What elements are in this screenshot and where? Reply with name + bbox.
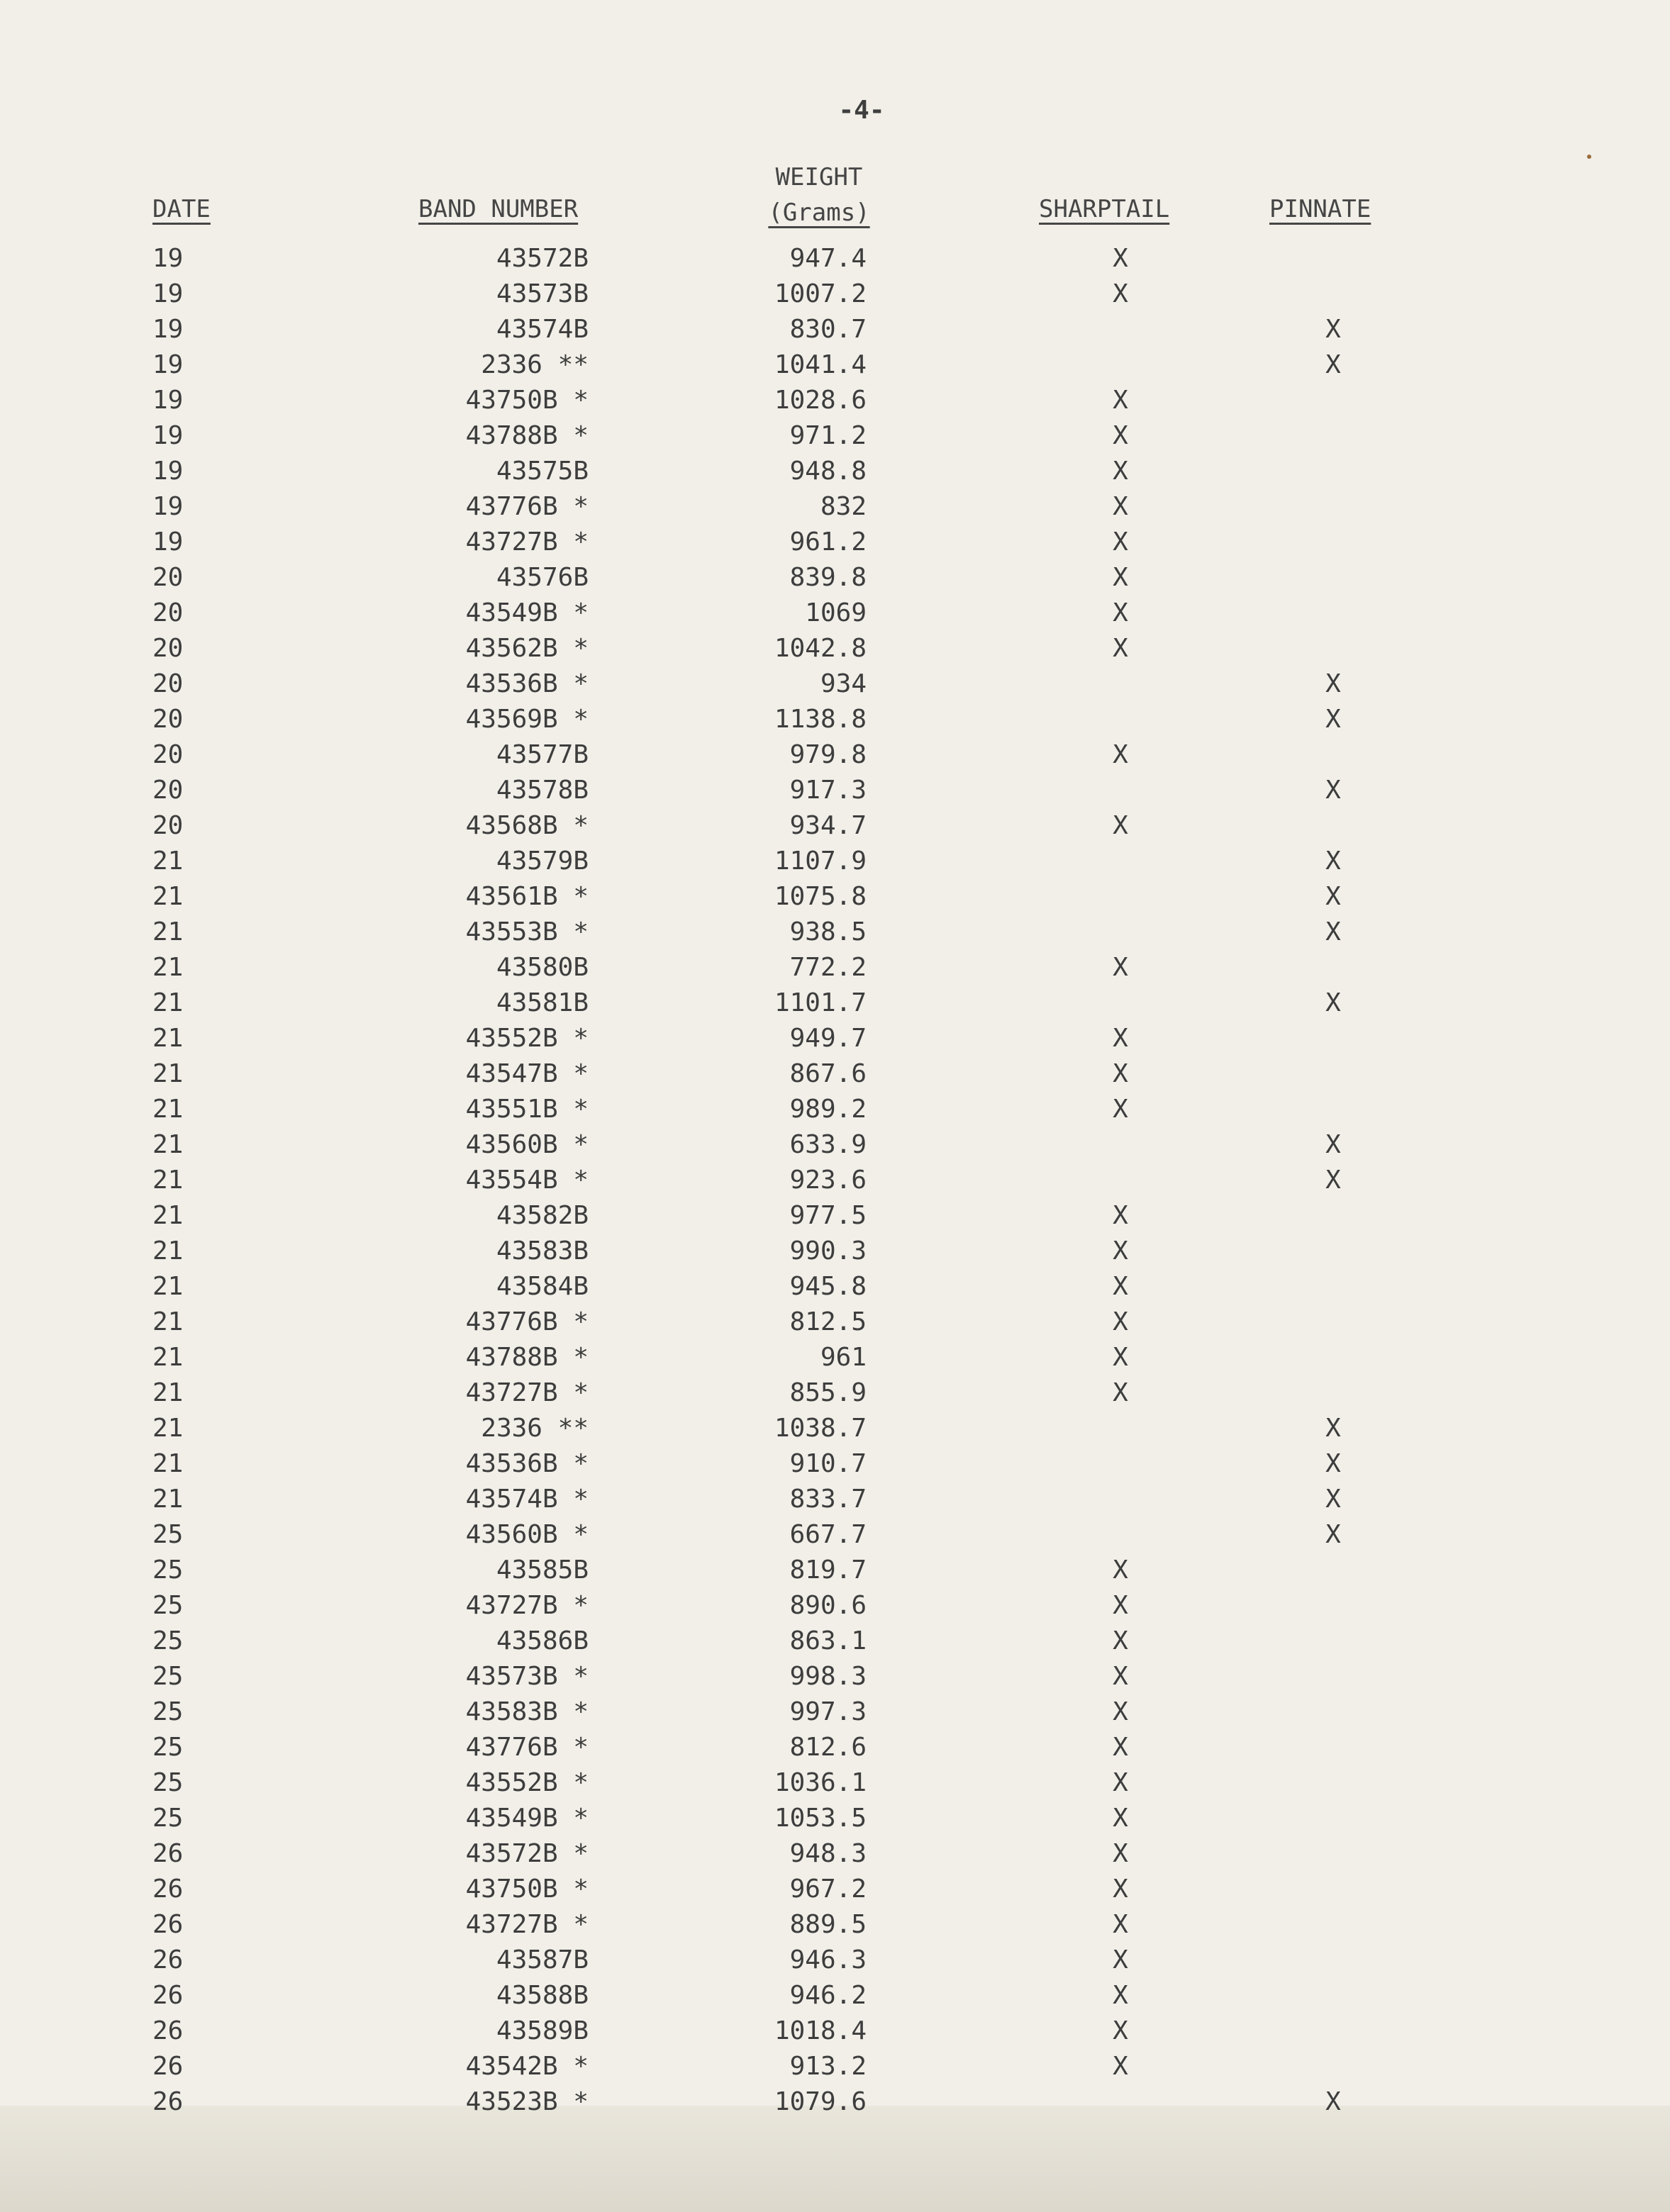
cell-band-number: 43573B xyxy=(496,279,589,308)
cell-date: 21 xyxy=(152,1485,184,1514)
table-row xyxy=(0,1163,1670,1198)
cell-pinnate-mark: X xyxy=(1325,350,1341,379)
cell-weight: 839.8 xyxy=(789,563,867,592)
cell-weight: 819.7 xyxy=(789,1555,867,1585)
cell-date: 21 xyxy=(152,882,184,911)
cell-weight: 989.2 xyxy=(789,1095,867,1124)
cell-sharptail-mark: X xyxy=(1113,527,1128,557)
cell-weight: 990.3 xyxy=(789,1236,867,1266)
table-row xyxy=(0,737,1670,773)
table-row xyxy=(0,276,1670,312)
cell-band-number: 43554B * xyxy=(465,1166,589,1195)
cell-sharptail-mark: X xyxy=(1113,1591,1128,1620)
table-row xyxy=(0,1978,1670,2013)
column-header-weight-line2: (Grams) xyxy=(768,199,870,227)
cell-weight: 1028.6 xyxy=(774,386,867,415)
cell-weight: 938.5 xyxy=(789,917,867,946)
table-row xyxy=(0,1801,1670,1836)
cell-date: 21 xyxy=(152,1414,184,1443)
cell-weight: 830.7 xyxy=(789,315,867,344)
cell-sharptail-mark: X xyxy=(1113,1662,1128,1691)
table-row xyxy=(0,1482,1670,1517)
cell-date: 26 xyxy=(152,2052,184,2081)
cell-band-number: 43583B xyxy=(496,1236,589,1266)
cell-pinnate-mark: X xyxy=(1325,1166,1341,1195)
cell-date: 21 xyxy=(152,1236,184,1266)
cell-sharptail-mark: X xyxy=(1113,563,1128,592)
table-row xyxy=(0,383,1670,418)
table-row xyxy=(0,2013,1670,2049)
column-header-weight xyxy=(752,160,886,230)
cell-weight: 910.7 xyxy=(789,1449,867,1478)
cell-weight: 948.3 xyxy=(789,1839,867,1868)
cell-date: 21 xyxy=(152,917,184,946)
cell-sharptail-mark: X xyxy=(1113,1768,1128,1797)
table-row xyxy=(0,1234,1670,1269)
cell-weight: 667.7 xyxy=(789,1520,867,1549)
cell-sharptail-mark: X xyxy=(1113,1236,1128,1266)
table-row xyxy=(0,1517,1670,1553)
cell-band-number: 43560B * xyxy=(465,1520,589,1549)
cell-sharptail-mark: X xyxy=(1113,1945,1128,1974)
cell-pinnate-mark: X xyxy=(1325,988,1341,1017)
cell-date: 25 xyxy=(152,1733,184,1762)
cell-weight: 889.5 xyxy=(789,1910,867,1939)
cell-date: 26 xyxy=(152,2016,184,2045)
cell-band-number: 43523B * xyxy=(465,2087,589,2116)
cell-sharptail-mark: X xyxy=(1113,1024,1128,1053)
cell-band-number: 43560B * xyxy=(465,1130,589,1159)
cell-band-number: 43776B * xyxy=(465,1733,589,1762)
column-header-band-number xyxy=(418,195,578,223)
cell-date: 21 xyxy=(152,1449,184,1478)
cell-date: 26 xyxy=(152,1945,184,1974)
cell-weight: 812.6 xyxy=(789,1733,867,1762)
cell-sharptail-mark: X xyxy=(1113,634,1128,663)
cell-date: 19 xyxy=(152,350,184,379)
table-row xyxy=(0,1056,1670,1092)
cell-date: 25 xyxy=(152,1662,184,1691)
cell-band-number: 43536B * xyxy=(465,669,589,698)
cell-weight: 961 xyxy=(820,1343,867,1372)
cell-band-number: 43727B * xyxy=(465,1910,589,1939)
cell-weight: 979.8 xyxy=(789,740,867,769)
column-header-date-label: DATE xyxy=(152,195,211,223)
cell-date: 20 xyxy=(152,669,184,698)
cell-weight: 998.3 xyxy=(789,1662,867,1691)
table-row xyxy=(0,525,1670,560)
page-number: -4- xyxy=(838,96,885,125)
cell-pinnate-mark: X xyxy=(1325,2087,1341,2116)
table-row xyxy=(0,1872,1670,1907)
cell-pinnate-mark: X xyxy=(1325,1414,1341,1443)
cell-weight: 917.3 xyxy=(789,776,867,805)
table-row xyxy=(0,915,1670,950)
cell-date: 20 xyxy=(152,563,184,592)
cell-pinnate-mark: X xyxy=(1325,669,1341,698)
cell-date: 20 xyxy=(152,705,184,734)
cell-band-number: 43578B xyxy=(496,776,589,805)
cell-date: 19 xyxy=(152,279,184,308)
cell-date: 21 xyxy=(152,1130,184,1159)
cell-weight: 961.2 xyxy=(789,527,867,557)
cell-band-number: 43551B * xyxy=(465,1095,589,1124)
column-header-sharptail-label: SHARPTAIL xyxy=(1039,195,1170,223)
cell-weight: 948.8 xyxy=(789,457,867,486)
cell-sharptail-mark: X xyxy=(1113,1201,1128,1230)
table-row xyxy=(0,1553,1670,1588)
table-row xyxy=(0,666,1670,702)
cell-band-number: 43536B * xyxy=(465,1449,589,1478)
cell-weight: 949.7 xyxy=(789,1024,867,1053)
cell-date: 21 xyxy=(152,1201,184,1230)
table-row xyxy=(0,631,1670,666)
table-row xyxy=(0,454,1670,489)
cell-sharptail-mark: X xyxy=(1113,1910,1128,1939)
cell-weight: 934 xyxy=(820,669,867,698)
table-row xyxy=(0,1305,1670,1340)
cell-sharptail-mark: X xyxy=(1113,598,1128,627)
cell-pinnate-mark: X xyxy=(1325,882,1341,911)
cell-weight: 946.2 xyxy=(789,1981,867,2010)
cell-weight: 967.2 xyxy=(789,1875,867,1904)
cell-date: 26 xyxy=(152,1875,184,1904)
column-header-band-number-label: BAND NUMBER xyxy=(418,195,579,223)
cell-weight: 945.8 xyxy=(789,1272,867,1301)
cell-date: 19 xyxy=(152,386,184,415)
cell-pinnate-mark: X xyxy=(1325,1449,1341,1478)
cell-sharptail-mark: X xyxy=(1113,740,1128,769)
cell-band-number: 43549B * xyxy=(465,598,589,627)
cell-date: 25 xyxy=(152,1804,184,1833)
cell-sharptail-mark: X xyxy=(1113,1733,1128,1762)
cell-band-number: 43572B xyxy=(496,244,589,273)
cell-date: 20 xyxy=(152,634,184,663)
table-row xyxy=(0,1269,1670,1305)
cell-weight: 1042.8 xyxy=(774,634,867,663)
column-header-weight-line1: WEIGHT xyxy=(775,163,863,191)
cell-date: 21 xyxy=(152,1378,184,1407)
table-row xyxy=(0,1198,1670,1234)
table-row xyxy=(0,1446,1670,1482)
cell-pinnate-mark: X xyxy=(1325,315,1341,344)
table-row xyxy=(0,1340,1670,1375)
cell-band-number: 43750B * xyxy=(465,386,589,415)
table-row xyxy=(0,773,1670,808)
cell-band-number: 43750B * xyxy=(465,1875,589,1904)
cell-weight: 1038.7 xyxy=(774,1414,867,1443)
cell-band-number: 43542B * xyxy=(465,2052,589,2081)
table-row xyxy=(0,808,1670,844)
cell-band-number: 2336 ** xyxy=(481,1414,589,1443)
cell-band-number: 43561B * xyxy=(465,882,589,911)
cell-band-number: 43549B * xyxy=(465,1804,589,1833)
table-row xyxy=(0,560,1670,596)
cell-weight: 971.2 xyxy=(789,421,867,450)
cell-pinnate-mark: X xyxy=(1325,705,1341,734)
cell-band-number: 43727B * xyxy=(465,527,589,557)
cell-weight: 890.6 xyxy=(789,1591,867,1620)
table-row xyxy=(0,1836,1670,1872)
cell-band-number: 43587B xyxy=(496,1945,589,1974)
cell-sharptail-mark: X xyxy=(1113,1555,1128,1585)
cell-weight: 913.2 xyxy=(789,2052,867,2081)
cell-date: 26 xyxy=(152,1910,184,1939)
cell-band-number: 43581B xyxy=(496,988,589,1017)
cell-band-number: 43569B * xyxy=(465,705,589,734)
cell-band-number: 43576B xyxy=(496,563,589,592)
cell-band-number: 43562B * xyxy=(465,634,589,663)
cell-date: 21 xyxy=(152,988,184,1017)
cell-sharptail-mark: X xyxy=(1113,244,1128,273)
cell-weight: 833.7 xyxy=(789,1485,867,1514)
cell-date: 21 xyxy=(152,1343,184,1372)
cell-sharptail-mark: X xyxy=(1113,1378,1128,1407)
table-row xyxy=(0,2084,1670,2120)
paper-bottom-edge xyxy=(0,2106,1670,2212)
cell-weight: 1036.1 xyxy=(774,1768,867,1797)
column-header-pinnate xyxy=(1269,195,1371,223)
cell-date: 21 xyxy=(152,1095,184,1124)
table-row xyxy=(0,702,1670,737)
cell-date: 25 xyxy=(152,1555,184,1585)
cell-date: 20 xyxy=(152,740,184,769)
cell-date: 25 xyxy=(152,1697,184,1726)
cell-sharptail-mark: X xyxy=(1113,1804,1128,1833)
cell-date: 25 xyxy=(152,1626,184,1655)
cell-weight: 633.9 xyxy=(789,1130,867,1159)
cell-sharptail-mark: X xyxy=(1113,1095,1128,1124)
cell-date: 21 xyxy=(152,1166,184,1195)
cell-band-number: 43584B xyxy=(496,1272,589,1301)
table-row xyxy=(0,596,1670,631)
cell-band-number: 43552B * xyxy=(465,1768,589,1797)
cell-sharptail-mark: X xyxy=(1113,1875,1128,1904)
cell-weight: 1138.8 xyxy=(774,705,867,734)
cell-date: 26 xyxy=(152,1839,184,1868)
table-row xyxy=(0,418,1670,454)
table-row xyxy=(0,2049,1670,2084)
cell-weight: 1041.4 xyxy=(774,350,867,379)
table-row xyxy=(0,1907,1670,1943)
cell-date: 20 xyxy=(152,776,184,805)
data-table xyxy=(0,241,1670,2120)
cell-band-number: 43585B xyxy=(496,1555,589,1585)
cell-pinnate-mark: X xyxy=(1325,917,1341,946)
cell-sharptail-mark: X xyxy=(1113,1307,1128,1336)
cell-band-number: 43788B * xyxy=(465,1343,589,1372)
cell-weight: 812.5 xyxy=(789,1307,867,1336)
cell-date: 25 xyxy=(152,1520,184,1549)
cell-band-number: 43727B * xyxy=(465,1591,589,1620)
cell-pinnate-mark: X xyxy=(1325,1520,1341,1549)
cell-sharptail-mark: X xyxy=(1113,2052,1128,2081)
cell-sharptail-mark: X xyxy=(1113,1272,1128,1301)
cell-date: 21 xyxy=(152,1059,184,1088)
cell-sharptail-mark: X xyxy=(1113,1343,1128,1372)
cell-band-number: 43573B * xyxy=(465,1662,589,1691)
cell-date: 21 xyxy=(152,1024,184,1053)
cell-weight: 867.6 xyxy=(789,1059,867,1088)
cell-weight: 977.5 xyxy=(789,1201,867,1230)
cell-sharptail-mark: X xyxy=(1113,1626,1128,1655)
table-row xyxy=(0,312,1670,347)
cell-band-number: 43574B xyxy=(496,315,589,344)
cell-weight: 1101.7 xyxy=(774,988,867,1017)
cell-band-number: 43776B * xyxy=(465,1307,589,1336)
table-row xyxy=(0,1694,1670,1730)
cell-band-number: 43583B * xyxy=(465,1697,589,1726)
cell-band-number: 43552B * xyxy=(465,1024,589,1053)
cell-sharptail-mark: X xyxy=(1113,279,1128,308)
cell-sharptail-mark: X xyxy=(1113,1839,1128,1868)
table-row xyxy=(0,1411,1670,1446)
cell-date: 20 xyxy=(152,598,184,627)
cell-band-number: 43575B xyxy=(496,457,589,486)
cell-band-number: 43568B * xyxy=(465,811,589,840)
cell-sharptail-mark: X xyxy=(1113,492,1128,521)
cell-date: 26 xyxy=(152,1981,184,2010)
cell-date: 21 xyxy=(152,1272,184,1301)
cell-date: 19 xyxy=(152,244,184,273)
table-row xyxy=(0,1092,1670,1127)
table-row xyxy=(0,1730,1670,1765)
table-row xyxy=(0,1624,1670,1659)
cell-date: 21 xyxy=(152,953,184,982)
cell-date: 19 xyxy=(152,492,184,521)
table-row xyxy=(0,1765,1670,1801)
cell-weight: 934.7 xyxy=(789,811,867,840)
cell-sharptail-mark: X xyxy=(1113,1697,1128,1726)
cell-weight: 947.4 xyxy=(789,244,867,273)
table-row xyxy=(0,1375,1670,1411)
cell-pinnate-mark: X xyxy=(1325,776,1341,805)
cell-sharptail-mark: X xyxy=(1113,1059,1128,1088)
cell-weight: 1018.4 xyxy=(774,2016,867,2045)
cell-weight: 1053.5 xyxy=(774,1804,867,1833)
cell-pinnate-mark: X xyxy=(1325,1485,1341,1514)
table-row xyxy=(0,1659,1670,1694)
cell-weight: 832 xyxy=(820,492,867,521)
cell-weight: 1069 xyxy=(805,598,867,627)
cell-weight: 1079.6 xyxy=(774,2087,867,2116)
cell-weight: 923.6 xyxy=(789,1166,867,1195)
cell-date: 19 xyxy=(152,527,184,557)
cell-band-number: 43572B * xyxy=(465,1839,589,1868)
table-row xyxy=(0,879,1670,915)
column-header-sharptail xyxy=(1039,195,1169,223)
cell-date: 19 xyxy=(152,421,184,450)
table-row xyxy=(0,1943,1670,1978)
cell-weight: 863.1 xyxy=(789,1626,867,1655)
cell-sharptail-mark: X xyxy=(1113,1981,1128,2010)
cell-sharptail-mark: X xyxy=(1113,953,1128,982)
cell-pinnate-mark: X xyxy=(1325,1130,1341,1159)
cell-band-number: 43574B * xyxy=(465,1485,589,1514)
table-row xyxy=(0,347,1670,383)
cell-band-number: 43589B xyxy=(496,2016,589,2045)
table-row xyxy=(0,241,1670,276)
table-row xyxy=(0,985,1670,1021)
cell-sharptail-mark: X xyxy=(1113,457,1128,486)
cell-band-number: 43727B * xyxy=(465,1378,589,1407)
cell-sharptail-mark: X xyxy=(1113,421,1128,450)
table-row xyxy=(0,1127,1670,1163)
cell-date: 19 xyxy=(152,457,184,486)
cell-date: 21 xyxy=(152,1307,184,1336)
cell-band-number: 2336 ** xyxy=(481,350,589,379)
cell-band-number: 43577B xyxy=(496,740,589,769)
cell-date: 26 xyxy=(152,2087,184,2116)
paper-speck xyxy=(1587,155,1591,159)
cell-weight: 946.3 xyxy=(789,1945,867,1974)
cell-band-number: 43788B * xyxy=(465,421,589,450)
table-row xyxy=(0,844,1670,879)
cell-band-number: 43553B * xyxy=(465,917,589,946)
cell-band-number: 43580B xyxy=(496,953,589,982)
cell-band-number: 43582B xyxy=(496,1201,589,1230)
cell-weight: 1107.9 xyxy=(774,847,867,876)
column-header-pinnate-label: PINNATE xyxy=(1269,195,1371,223)
cell-pinnate-mark: X xyxy=(1325,847,1341,876)
cell-weight: 997.3 xyxy=(789,1697,867,1726)
table-row xyxy=(0,1588,1670,1624)
cell-weight: 855.9 xyxy=(789,1378,867,1407)
table-row xyxy=(0,1021,1670,1056)
table-row xyxy=(0,489,1670,525)
cell-date: 25 xyxy=(152,1591,184,1620)
cell-date: 19 xyxy=(152,315,184,344)
cell-weight: 772.2 xyxy=(789,953,867,982)
cell-weight: 1007.2 xyxy=(774,279,867,308)
cell-date: 21 xyxy=(152,847,184,876)
cell-sharptail-mark: X xyxy=(1113,386,1128,415)
cell-sharptail-mark: X xyxy=(1113,2016,1128,2045)
cell-band-number: 43579B xyxy=(496,847,589,876)
table-row xyxy=(0,950,1670,985)
cell-band-number: 43776B * xyxy=(465,492,589,521)
cell-sharptail-mark: X xyxy=(1113,811,1128,840)
cell-band-number: 43588B xyxy=(496,1981,589,2010)
cell-weight: 1075.8 xyxy=(774,882,867,911)
cell-date: 25 xyxy=(152,1768,184,1797)
column-header-date xyxy=(152,195,211,223)
cell-band-number: 43547B * xyxy=(465,1059,589,1088)
cell-date: 20 xyxy=(152,811,184,840)
cell-band-number: 43586B xyxy=(496,1626,589,1655)
